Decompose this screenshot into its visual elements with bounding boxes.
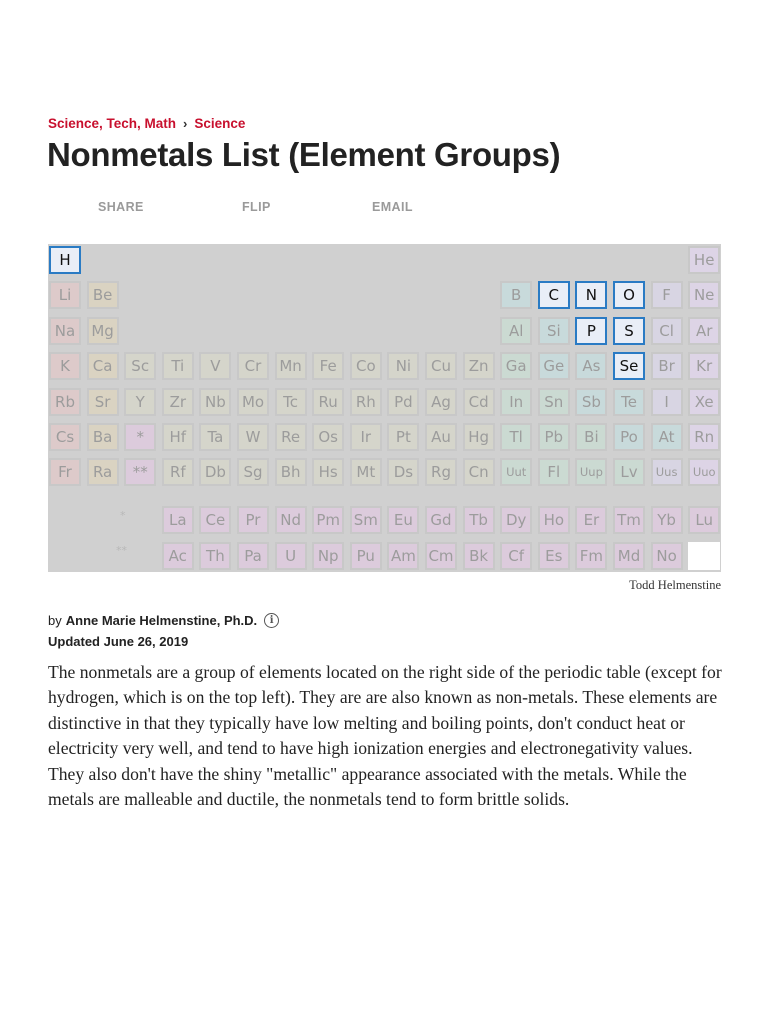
image-credit: Todd Helmenstine: [629, 578, 721, 592]
element-cell: Eu: [387, 506, 419, 534]
breadcrumb-separator-icon: ›: [183, 116, 188, 131]
element-cell: Fe: [312, 352, 344, 380]
element-cell: Fl: [538, 458, 570, 486]
element-cell: W: [237, 423, 269, 451]
author-link[interactable]: Anne Marie Helmenstine, Ph.D.: [65, 613, 258, 628]
byline-prefix: by: [48, 613, 62, 628]
flip-button[interactable]: FLIP: [242, 200, 271, 214]
element-cell: Hf: [162, 423, 194, 451]
page-title: Nonmetals List (Element Groups): [47, 136, 561, 173]
element-cell: Xe: [688, 388, 720, 416]
element-cell: Ds: [387, 458, 419, 486]
article-body: The nonmetals are a group of elements located on the right side of the periodic table (except for hydrogen, which is on the top left). They are are also known as non-metals. These elements are distinctive in that they typically have low melting and boiling points, don't conduct heat or electricity very well, and tend to have high ionization energies and electronegativity values. They also don't have the shiny "metallic" appearance associated with the metals. While the metals are malleable and ductile, the nonmetals tend to form brittle solids.: [48, 662, 722, 810]
element-cell: Cu: [425, 352, 457, 380]
share-bar: [0, 200, 768, 216]
periodic-table-image: [48, 244, 721, 572]
element-cell: Na: [49, 317, 81, 345]
element-cell: Rf: [162, 458, 194, 486]
element-cell: Np: [312, 542, 344, 570]
element-cell: K: [49, 352, 81, 380]
element-cell: Th: [199, 542, 231, 570]
element-cell: Am: [387, 542, 419, 570]
element-cell: Re: [275, 423, 307, 451]
element-cell: He: [688, 246, 720, 274]
element-cell: Sg: [237, 458, 269, 486]
element-cell: In: [500, 388, 532, 416]
element-cell: Rg: [425, 458, 457, 486]
element-cell: Mn: [275, 352, 307, 380]
element-cell: La: [162, 506, 194, 534]
element-cell: Be: [87, 281, 119, 309]
element-cell: Cn: [463, 458, 495, 486]
element-cell: Cs: [49, 423, 81, 451]
element-cell: Li: [49, 281, 81, 309]
element-cell: Ge: [538, 352, 570, 380]
element-cell: Db: [199, 458, 231, 486]
element-cell: Ca: [87, 352, 119, 380]
element-cell: Uut: [500, 458, 532, 486]
element-cell: Zn: [463, 352, 495, 380]
element-cell: Rn: [688, 423, 720, 451]
element-cell: Ce: [199, 506, 231, 534]
element-cell: I: [651, 388, 683, 416]
byline: [48, 613, 279, 628]
element-cell: Ba: [87, 423, 119, 451]
element-cell: Mt: [350, 458, 382, 486]
element-cell: Tl: [500, 423, 532, 451]
element-cell: Os: [312, 423, 344, 451]
element-cell: Md: [613, 542, 645, 570]
element-cell: H: [49, 246, 81, 274]
element-cell: *: [124, 423, 156, 451]
element-cell: Y: [124, 388, 156, 416]
element-cell: Sm: [350, 506, 382, 534]
element-cell: Ag: [425, 388, 457, 416]
element-cell: Er: [575, 506, 607, 534]
element-cell: Tc: [275, 388, 307, 416]
element-cell: U: [275, 542, 307, 570]
breadcrumb-link-science-tech-math[interactable]: Science, Tech, Math: [48, 116, 177, 131]
element-cell: Sc: [124, 352, 156, 380]
element-cell: Ga: [500, 352, 532, 380]
element-cell: Dy: [500, 506, 532, 534]
element-cell: Rb: [49, 388, 81, 416]
element-cell: Fm: [575, 542, 607, 570]
element-cell: Sr: [87, 388, 119, 416]
element-cell: Pd: [387, 388, 419, 416]
element-cell: Uus: [651, 458, 683, 486]
element-cell: N: [575, 281, 607, 309]
element-cell: Cf: [500, 542, 532, 570]
element-cell: Ni: [387, 352, 419, 380]
element-cell: Pm: [312, 506, 344, 534]
element-cell: O: [613, 281, 645, 309]
element-cell: C: [538, 281, 570, 309]
element-cell: Pb: [538, 423, 570, 451]
element-cell: V: [199, 352, 231, 380]
lanthanide-row-marker: *: [120, 509, 126, 522]
blank-cell: [688, 542, 720, 570]
element-cell: S: [613, 317, 645, 345]
element-cell: Kr: [688, 352, 720, 380]
element-cell: Hg: [463, 423, 495, 451]
element-cell: Si: [538, 317, 570, 345]
element-cell: P: [575, 317, 607, 345]
element-cell: Pt: [387, 423, 419, 451]
element-cell: F: [651, 281, 683, 309]
element-cell: Ra: [87, 458, 119, 486]
element-cell: No: [651, 542, 683, 570]
element-cell: Se: [613, 352, 645, 380]
element-cell: Po: [613, 423, 645, 451]
element-cell: Pu: [350, 542, 382, 570]
element-cell: Fr: [49, 458, 81, 486]
element-cell: Ho: [538, 506, 570, 534]
element-cell: Ir: [350, 423, 382, 451]
element-cell: Rh: [350, 388, 382, 416]
element-cell: Co: [350, 352, 382, 380]
element-cell: Uuo: [688, 458, 720, 486]
element-cell: Tb: [463, 506, 495, 534]
element-cell: Uup: [575, 458, 607, 486]
element-cell: Al: [500, 317, 532, 345]
element-cell: Br: [651, 352, 683, 380]
element-cell: At: [651, 423, 683, 451]
element-cell: Cm: [425, 542, 457, 570]
element-cell: Gd: [425, 506, 457, 534]
element-cell: Bi: [575, 423, 607, 451]
element-cell: Mo: [237, 388, 269, 416]
info-icon[interactable]: i: [264, 613, 279, 628]
element-cell: Tm: [613, 506, 645, 534]
element-cell: Yb: [651, 506, 683, 534]
element-cell: Hs: [312, 458, 344, 486]
element-cell: Nb: [199, 388, 231, 416]
element-cell: Mg: [87, 317, 119, 345]
element-cell: Bk: [463, 542, 495, 570]
element-cell: Ti: [162, 352, 194, 380]
element-cell: Sb: [575, 388, 607, 416]
breadcrumb-link-science[interactable]: Science: [194, 116, 246, 131]
element-cell: Cl: [651, 317, 683, 345]
element-cell: Es: [538, 542, 570, 570]
element-cell: Cd: [463, 388, 495, 416]
element-cell: Au: [425, 423, 457, 451]
element-cell: B: [500, 281, 532, 309]
element-cell: As: [575, 352, 607, 380]
element-cell: Sn: [538, 388, 570, 416]
element-cell: Ru: [312, 388, 344, 416]
element-cell: Ne: [688, 281, 720, 309]
element-cell: Lu: [688, 506, 720, 534]
element-cell: Te: [613, 388, 645, 416]
element-cell: Cr: [237, 352, 269, 380]
updated-date: Updated June 26, 2019: [48, 634, 189, 649]
element-cell: Lv: [613, 458, 645, 486]
element-cell: Bh: [275, 458, 307, 486]
element-cell: Ac: [162, 542, 194, 570]
element-cell: Pa: [237, 542, 269, 570]
actinide-row-marker: **: [116, 544, 127, 557]
breadcrumb: [48, 116, 245, 131]
element-cell: Ta: [199, 423, 231, 451]
element-cell: **: [124, 458, 156, 486]
email-button[interactable]: EMAIL: [372, 200, 413, 214]
element-cell: Nd: [275, 506, 307, 534]
element-cell: Pr: [237, 506, 269, 534]
share-button[interactable]: SHARE: [98, 200, 144, 214]
element-cell: Ar: [688, 317, 720, 345]
element-cell: Zr: [162, 388, 194, 416]
